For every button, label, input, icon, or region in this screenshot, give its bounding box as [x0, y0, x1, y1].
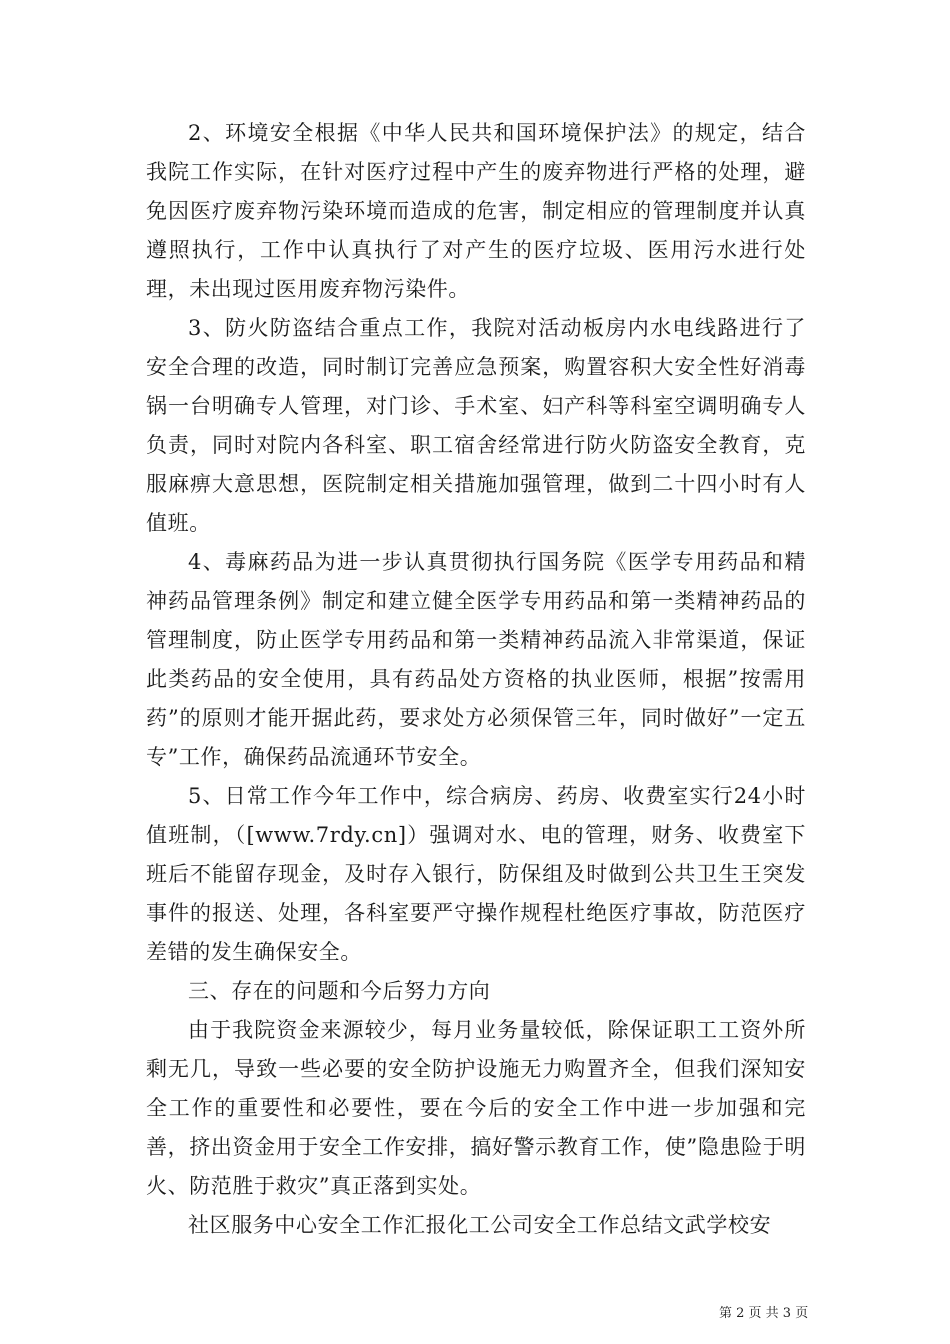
document-body: [146, 114, 806, 1245]
paragraph-fire-theft-prevention: 3、防火防盗结合重点工作，我院对活动板房内水电线路进行了安全合理的改造，同时制订完善应急预案，购置容积大安全性好消毒锅一台明确专人管理，对门诊、手术室、妇产科等科室空调明确专人负责，同时对院内各科室、职工宿舍经常进行防火防盗安全教育，克服麻痹大意思想，医院制定相关措施加强管理，做到二十四小时有人值班。: [146, 316, 806, 535]
page-number-footer: 第 2 页 共 3 页: [719, 1306, 809, 1321]
section-heading-problems: 三、存在的问题和今后努力方向: [188, 979, 491, 1003]
paragraph-environment-safety: 2、环境安全根据《中华人民共和国环境保护法》的规定，结合我院工作实际，在针对医疗过程中产生的废弃物进行严格的处理，避免因医疗废弃物污染环境而造成的危害，制定相应的管理制度并认真遵照执行，工作中认真执行了对产生的医疗垃圾、医用污水进行处理，未出现过医用废弃物污染件。: [146, 121, 806, 301]
paragraph-controlled-drugs: 4、毒麻药品为进一步认真贯彻执行国务院《医学专用药品和精神药品管理条例》制定和建立健全医学专用药品和第一类精神药品的管理制度，防止医学专用药品和第一类精神药品流入非常渠道，保证此类药品的安全使用，具有药品处方资格的执业医师，根据”按需用药”的原则才能开据此药，要求处方必须保管三年，同时做好”一定五专”工作，确保药品流通环节安全。: [146, 550, 806, 769]
paragraph-problems-direction: 由于我院资金来源较少，每月业务量较低，除保证职工工资外所剩无几，导致一些必要的安全防护设施无力购置齐全，但我们深知安全工作的重要性和必要性，要在今后的安全工作中进一步加强和完善，挤出资金用于安全工作安排，搞好警示教育工作，使”隐患险于明火、防范胜于救灾”真正落到实处。: [146, 1018, 806, 1198]
paragraph-daily-work: 5、日常工作今年工作中，综合病房、药房、收费室实行24小时值班制，（[www.7rdy.cn]）强调对水、电的管理，财务、收费室下班后不能留存现金，及时存入银行，防保组及时做到公共卫生王突发事件的报送、处理，各科室要严守操作规程杜绝医疗事故，防范医疗差错的发生确保安全。: [146, 784, 806, 964]
paragraph-related-titles: 社区服务中心安全工作汇报化工公司安全工作总结文武学校安: [188, 1213, 772, 1237]
